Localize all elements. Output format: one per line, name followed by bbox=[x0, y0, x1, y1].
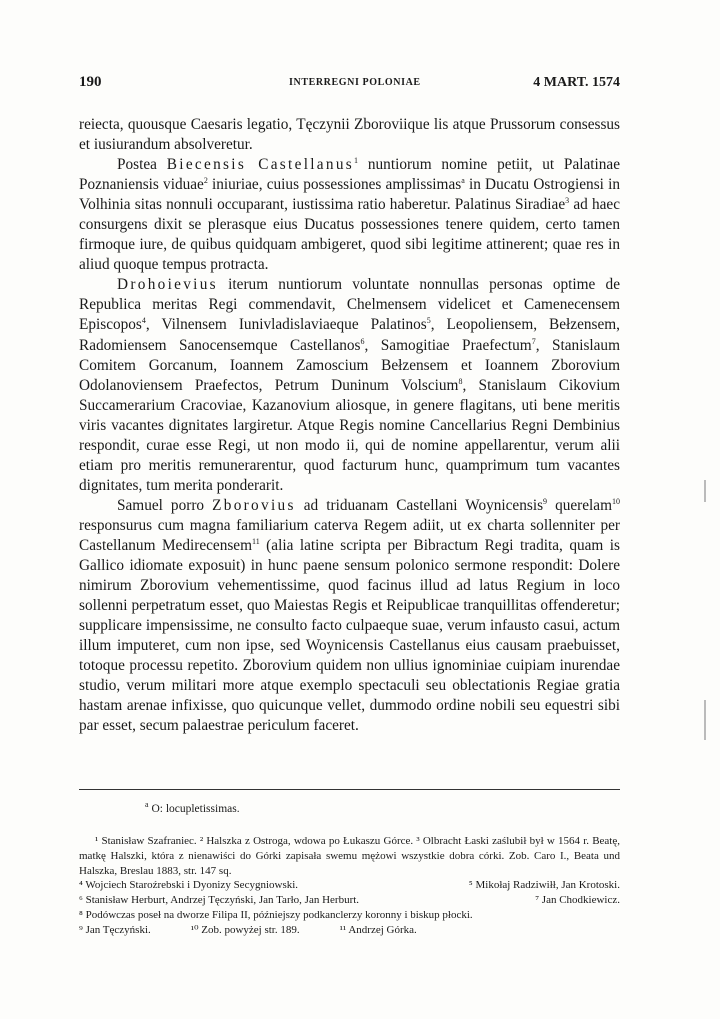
scan-edge-mark bbox=[704, 480, 706, 502]
footnote-ref: 7 bbox=[531, 336, 536, 346]
footnote-8: ⁸ Podówczas poseł na dworze Filipa II, późniejszy podkanclerzy koronny i biskup płocki. bbox=[79, 908, 473, 921]
text-run: iterum nuntiorum voluntate nonnullas personas optime de Republica meritas Regi commendavit, Chelmensem videlicet et Camenecensem Episcopos bbox=[79, 276, 620, 334]
text-run: responsurus cum magna familiarium caterva Regem adiit, ut ex charta sollenniter per Castellanum Medirecensem bbox=[79, 516, 620, 554]
text-run: in Ducatu Ostrogiensi in Volhinia sitas nonnuli occuparant, iustissima ratio haberetur. Palatinus Siradiae bbox=[79, 176, 620, 214]
paragraph-4 bbox=[79, 496, 620, 737]
footnote-4: ⁴ Wojciech Staroźrebski i Dyonizy Secygniowski. bbox=[79, 879, 299, 892]
critical-apparatus-note bbox=[145, 800, 240, 815]
paragraph-3 bbox=[79, 275, 620, 496]
footnote-7: ⁷ Jan Chodkiewicz. bbox=[535, 894, 620, 907]
critical-note-ref: a bbox=[461, 176, 465, 186]
text-run: Postea bbox=[117, 156, 167, 174]
footnote-ref: 5 bbox=[426, 316, 431, 326]
paragraph-2 bbox=[79, 155, 620, 275]
footnote-ref: 6 bbox=[360, 336, 365, 346]
critical-note-mark: a bbox=[145, 800, 149, 810]
spaced-name: Drohoievius bbox=[117, 276, 218, 294]
footnote-ref: 10 bbox=[611, 496, 620, 506]
spaced-name: Biecensis Castellanus bbox=[166, 156, 355, 174]
footnote-5: ⁵ Mikołaj Radziwiłł, Jan Krotoski. bbox=[468, 879, 620, 892]
text-run: , Vilnensem Iunivladislaviaeque Palatinos bbox=[145, 316, 427, 334]
text-run: nuntiorum nomine petiit, ut Palatinae Poznaniensis viduae bbox=[79, 156, 620, 194]
text-run: , Leopoliensem, Bełzensem, Radomiensem Sanocensemque Castellanos bbox=[79, 316, 620, 354]
main-text bbox=[79, 115, 620, 736]
footnote-ref: 8 bbox=[458, 376, 463, 386]
footnote-1-3: ¹ Stanisław Szafraniec. ² Halszka z Ostroga, wdowa po Łukaszu Górce. ³ Olbracht Łaski zaślubił był w 1564 r. Beatę, matkę Halszki, która z nienawiści do Górki zapisała swemu mężowi wszystkie dobra córki. Zob. Caro I., Beata und Halszka, Breslau 1883, str. 147 sq. bbox=[79, 835, 620, 877]
text-run: (alia latine scripta per Bibractum Regi tradita, quam is Gallico idiomate exposuit) in hunc paene sensum polonico sermone respondit: Dolere nimirum Zborovium vehementissime, quod facinus illud ad latus Regium in loco sollenni perpetratum esset, quo Maiestas Regis et Reipublicae tranquillitas offenderetur; supplicare impensissime, ne consulto facto culpaeque suae, verum infausto casui, actum illum imputeret, cum non ipse, sed Woynicensis Castellanus eius causam praebuisset, totoque processu repetito. Zborovium quidem non ullius ignominiae cuipiam inurendae studio, verum militari more atque exemplo spectaculi seu oblectationis Regiae gratia hastam arenae infixisse, quo quicunque vellet, dummodo ordine nobili seu equestri sibi par esset, secum palaestrae periculum faceret. bbox=[79, 536, 621, 735]
text-run: , Stanislaum Comitem Gorcanum, Ioannem Zamoscium Bełzensem et Ioannem Zborovium Odolanoviensem Praefectos, Petrum Duninum Volscium bbox=[79, 336, 620, 394]
critical-note-text: O: locupletissimas. bbox=[148, 803, 240, 815]
page-header bbox=[79, 74, 620, 96]
footnote-9: ⁹ Jan Tęczyński. bbox=[79, 923, 151, 936]
text-run: , Stanislaum Cikovium Succamerarium Cracoviae, Kazanovium aliosque, in genere flagitans, uti bene meritis viris vacantes dignitates largiretur. Atque Regis nomine Cancellarius Regni Dembinius respondit, curae esse Regi, ut non modo ii, qui de nomine appellarentur, verum alii etiam pro meritis remunerarentur, quod facturum hunc, quamprimum tum vacantes dignitates, tum merita ponderarit. bbox=[79, 376, 621, 494]
text-run: ad haec consurgens dixit se plerasque eius Ducatus possessiones tenere quidem, certo tamen firmoque iure, de quibus quidquam ambigeret, quod sibi legitime attinerent; quae res in aliud quoque tempus protracta. bbox=[79, 196, 620, 274]
running-title: INTERREGNI POLONIAE bbox=[289, 77, 421, 88]
footnote-row bbox=[79, 878, 620, 893]
footnote-ref: 3 bbox=[565, 196, 570, 206]
scan-edge-mark bbox=[704, 700, 706, 740]
text-run: iniuriae, cuius possessiones amplissimas bbox=[207, 176, 462, 194]
footnote-ref: 4 bbox=[141, 316, 146, 326]
footnote-ref: 11 bbox=[252, 536, 260, 546]
footnote-11: ¹¹ Andrzej Górka. bbox=[339, 923, 417, 936]
footnote-10: ¹⁰ Zob. powyżej str. 189. bbox=[190, 923, 300, 936]
footnote-row bbox=[79, 923, 620, 938]
spaced-name: Zborovius bbox=[212, 496, 296, 514]
footnote-ref: 9 bbox=[543, 496, 548, 506]
footnote-row bbox=[79, 893, 620, 908]
text-run: , Samogitiae Praefectum bbox=[364, 336, 532, 354]
footnote-divider bbox=[79, 789, 620, 790]
paragraph-1: reiecta, quousque Caesaris legatio, Tęczynii Zboroviique lis atque Prussorum consessus et iusiurandum absolveretur. bbox=[79, 116, 620, 154]
footnote-6: ⁶ Stanisław Herburt, Andrzej Tęczyński, Jan Tarło, Jan Herburt. bbox=[79, 894, 360, 907]
header-date: 4 MART. 1574 bbox=[533, 75, 620, 90]
text-run: ad triduanam Castellani Woynicensis bbox=[295, 496, 544, 514]
footnote-ref: 2 bbox=[203, 176, 208, 186]
footnotes bbox=[79, 834, 620, 938]
text-run: Samuel porro bbox=[117, 496, 213, 514]
page-number: 190 bbox=[79, 74, 102, 90]
text-run: querelam bbox=[547, 496, 612, 514]
footnote-ref: 1 bbox=[354, 156, 359, 165]
